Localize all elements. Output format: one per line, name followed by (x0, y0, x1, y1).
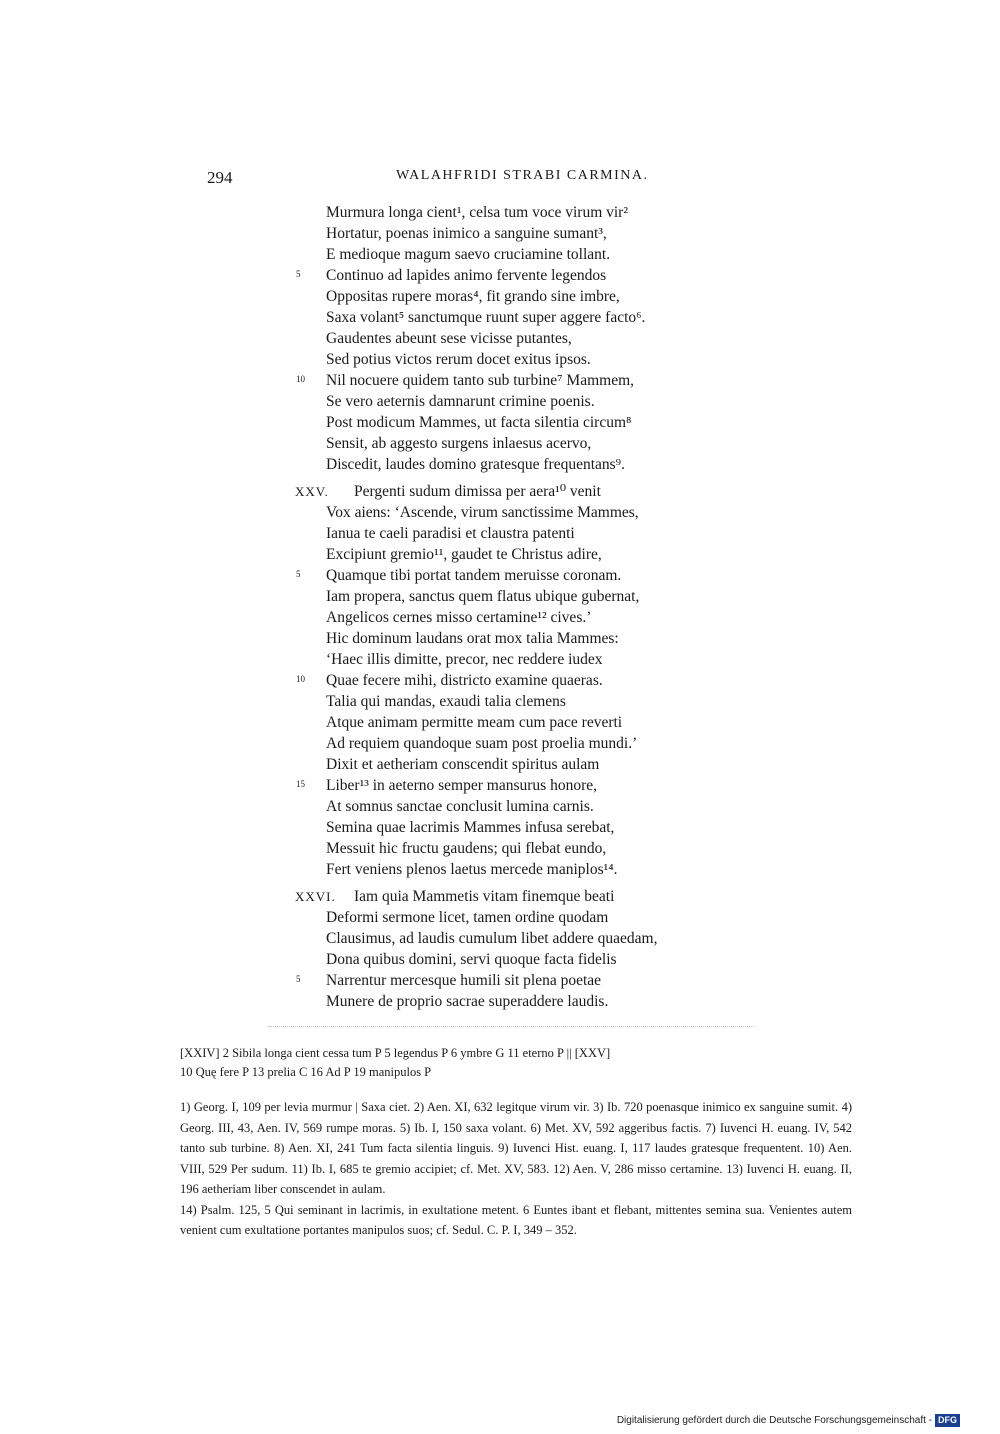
dfg-logo-icon: DFG (935, 1414, 960, 1427)
verse-text: Semina quae lacrimis Mammes infusa serebat, (326, 819, 615, 836)
verse-line (0, 481, 1000, 502)
footer-text: Digitalisierung gefördert durch die Deutsche Forschungsgemeinschaft - (616, 1415, 932, 1426)
verse-line (0, 859, 1000, 880)
verse-line (0, 286, 1000, 307)
verse-text: Angelicos cernes misso certamine¹² cives.’ (326, 609, 592, 626)
verse-line (0, 433, 1000, 454)
verse-text: Narrentur mercesque humili sit plena poetae (326, 972, 602, 989)
verse-text: Iam quia Mammetis vitam finemque beati (354, 888, 615, 905)
line-number: 5 (296, 269, 301, 279)
verse-line (0, 391, 1000, 412)
page-number: 294 (207, 168, 233, 187)
footnote-paragraph: 1) Georg. I, 109 per levia murmur | Saxa ciet. 2) Aen. XI, 632 legitque virum vir. 3) Ib. 720 poenasque inimico ex sanguine sumit. 4) Georg. III, 43, Aen. IV, 569 rumpe moras. 5) Ib. I, 150 saxa volant. 6) Met. XV, 592 aggeribus factis. 7) Iuvenci H. euang. IV, 542 tanto sub turbine. 8) Aen. XI, 241 Tum facta silentia linguis. 9) Iuvenci Hist. euang. I, 117 laudes gratesque frequentent. 10) Aen. VIII, 529 Per sudum. 11) Ib. I, 685 te gremio accipiet; cf. Met. XV, 583. 12) Aen. V, 286 misso certamine. 13) Iuvenci H. euang. II, 196 aetheriam liber conscendet in aulam. (180, 1100, 852, 1196)
verse-text: Dixit et aetheriam conscendit spiritus aulam (326, 756, 600, 773)
verse-text: Oppositas rupere moras⁴, fit grando sine imbre, (326, 288, 620, 305)
verse-text: Continuo ad lapides animo fervente legendos (326, 267, 607, 284)
verse-text: Pergenti sudum dimissa per aera¹⁰ venit (354, 483, 601, 500)
critical-apparatus (180, 1044, 852, 1082)
verse-text: Talia qui mandas, exaudi talia clemens (326, 693, 566, 710)
section-number: XXV. (295, 484, 329, 499)
verse-line (0, 907, 1000, 928)
verse-line (0, 502, 1000, 523)
footnotes (180, 1097, 852, 1241)
verse-text: Dona quibus domini, servi quoque facta fidelis (326, 951, 617, 968)
verse-line (0, 649, 1000, 670)
verse-text: Liber¹³ in aeterno semper mansurus honore, (326, 777, 597, 794)
verse-text: Messuit hic fructu gaudens; qui flebat eundo, (326, 840, 607, 857)
verse-text: Hortatur, poenas inimico a sanguine sumant³, (326, 225, 607, 242)
verse-text: Discedit, laudes domino gratesque frequentans⁹. (326, 456, 625, 473)
verse-line (0, 928, 1000, 949)
verse-text: Murmura longa cient¹, celsa tum voce virum vir² (326, 204, 628, 221)
section-number: XXVI. (295, 889, 336, 904)
verse-line (0, 733, 1000, 754)
verse-line (0, 544, 1000, 565)
verse-line (0, 454, 1000, 475)
verse-block (0, 202, 1000, 1012)
verse-line (0, 223, 1000, 244)
verse-line (0, 796, 1000, 817)
verse-line (0, 775, 1000, 796)
verse-line (0, 370, 1000, 391)
verse-text: Excipiunt gremio¹¹, gaudet te Christus adire, (326, 546, 602, 563)
line-number: 15 (296, 779, 305, 789)
verse-line (0, 628, 1000, 649)
verse-text: Quae fecere mihi, districto examine quaeras. (326, 672, 603, 689)
verse-line (0, 712, 1000, 733)
verse-line (0, 949, 1000, 970)
verse-line (0, 202, 1000, 223)
verse-line (0, 265, 1000, 286)
verse-text: Clausimus, ad laudis cumulum libet addere quaedam, (326, 930, 658, 947)
line-number: 5 (296, 974, 301, 984)
verse-text: Sed potius victos rerum docet exitus ipsos. (326, 351, 591, 368)
verse-text: Saxa volant⁵ sanctumque ruunt super aggere facto⁶. (326, 309, 646, 326)
verse-line (0, 244, 1000, 265)
apparatus-line: [XXIV] 2 Sibila longa cient cessa tum P 5 legendus P 6 ymbre G 11 eterno P || [XXV] (180, 1046, 611, 1060)
line-number: 5 (296, 569, 301, 579)
verse-text: Fert veniens plenos laetus mercede maniplos¹⁴. (326, 861, 618, 878)
footer (617, 1414, 960, 1427)
verse-text: Post modicum Mammes, ut facta silentia circum⁸ (326, 414, 632, 431)
verse-text: E medioque magum saevo cruciamine tollant. (326, 246, 611, 263)
verse-line (0, 991, 1000, 1012)
line-number: 10 (296, 374, 305, 384)
verse-text: Atque animam permitte meam cum pace reverti (326, 714, 623, 731)
verse-text: Ad requiem quandoque suam post proelia mundi.’ (326, 735, 638, 752)
verse-line (0, 886, 1000, 907)
verse-text: Hic dominum laudans orat mox talia Mammes: (326, 630, 619, 647)
verse-line (0, 670, 1000, 691)
verse-line (0, 586, 1000, 607)
apparatus-line: 10 Quę fere P 13 prelia C 16 Ad P 19 manipulos P (180, 1065, 432, 1079)
verse-text: At somnus sanctae conclusit lumina carnis. (326, 798, 594, 815)
verse-text: ‘Haec illis dimitte, precor, nec reddere iudex (326, 651, 603, 668)
verse-text: Se vero aeternis damnarunt crimine poenis. (326, 393, 595, 410)
verse-line (0, 970, 1000, 991)
verse-line (0, 838, 1000, 859)
line-number: 10 (296, 674, 305, 684)
verse-line (0, 307, 1000, 328)
verse-line (0, 328, 1000, 349)
verse-line (0, 412, 1000, 433)
footnote-paragraph: 14) Psalm. 125, 5 Qui seminant in lacrimis, in exultatione metent. 6 Euntes ibant et flebant, mittentes semina sua. Venientes autem venient cum exultatione portantes manipulos suos; cf. Sedul. C. P. I, 349 – 352. (180, 1202, 852, 1237)
verse-line (0, 754, 1000, 775)
verse-text: Nil nocuere quidem tanto sub turbine⁷ Mammem, (326, 372, 635, 389)
verse-line (0, 565, 1000, 586)
verse-line (0, 523, 1000, 544)
divider (268, 1026, 754, 1027)
verse-text: Vox aiens: ‘Ascende, virum sanctissime Mammes, (326, 504, 639, 521)
verse-line (0, 349, 1000, 370)
verse-text: Ianua te caeli paradisi et claustra patenti (326, 525, 575, 542)
verse-text: Iam propera, sanctus quem flatus ubique gubernat, (326, 588, 640, 605)
verse-text: Munere de proprio sacrae superaddere laudis. (326, 993, 609, 1010)
verse-line (0, 691, 1000, 712)
verse-text: Deformi sermone licet, tamen ordine quodam (326, 909, 609, 926)
verse-text: Sensit, ab aggesto surgens inlaesus acervo, (326, 435, 592, 452)
verse-text: Gaudentes abeunt sese vicisse putantes, (326, 330, 572, 347)
verse-line (0, 607, 1000, 628)
verse-text: Quamque tibi portat tandem meruisse coronam. (326, 567, 622, 584)
verse-line (0, 817, 1000, 838)
running-head: WALAHFRIDI STRABI CARMINA. (396, 168, 649, 183)
